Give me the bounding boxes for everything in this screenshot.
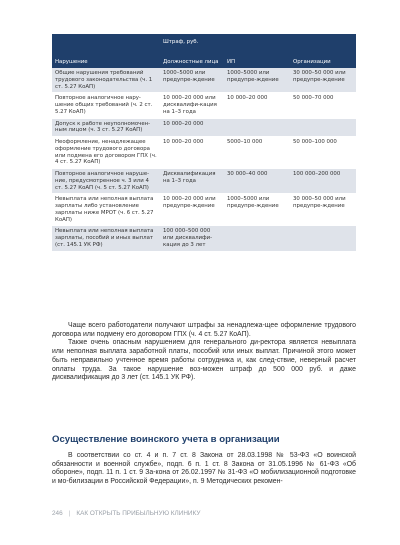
footer-separator: | (68, 510, 71, 517)
cell-officials: Дисквалификация на 1–3 года (160, 169, 224, 194)
cell-ip: 10 000–20 000 (224, 93, 290, 118)
cell-officials: 10 000–20 000 (160, 118, 224, 137)
table-row (52, 93, 356, 118)
cell-ip: 1000–5000 или предупре-ждение (224, 68, 290, 93)
cell-orgs: 100 000–200 000 (290, 169, 356, 194)
table-header-row (52, 50, 356, 68)
header-empty-cell (52, 34, 160, 50)
paragraph: Также очень опасным нарушением для генерального ди-ректора является невыплата или неполная выплата заработной платы, пособий или иных выплат. Причиной этого может быть неправильно учтенное время работы сотрудника и, как след-ствие, неверный расчет оплаты труда. За такое нарушение воз-можен штраф до 500 000 руб. и даже дисквалификация до 3 лет (ст. 145.1 УК РФ). (52, 339, 356, 382)
section-body (52, 452, 356, 487)
paragraph: Чаще всего работодатели получают штрафы за ненадлежа-щее оформление трудового договора или подмену его договором ГПХ (ч. 4 ст. 5.27 КоАП). (52, 322, 356, 338)
header-officials: Должностные лица (160, 50, 224, 68)
cell-ip (224, 118, 290, 137)
table-row (52, 118, 356, 137)
cell-violation: Неоформление, ненадлежащее оформление трудового договора или подмена его договором ГПХ (ч. 4 ст. 5.27 КоАП) (52, 137, 160, 169)
header-orgs: Организации (290, 50, 356, 68)
cell-officials: 10 000–20 000 (160, 137, 224, 169)
table-row (52, 194, 356, 226)
table-header-row-top (52, 34, 356, 50)
cell-officials: 10 000–20 000 или предупре-ждение (160, 194, 224, 226)
cell-ip: 30 000–40 000 (224, 169, 290, 194)
cell-ip: 1000–5000 или предупре-ждение (224, 194, 290, 226)
cell-ip (224, 226, 290, 251)
cell-ip: 5000–10 000 (224, 137, 290, 169)
cell-orgs: 50 000–100 000 (290, 137, 356, 169)
paragraph: В соответствии со ст. 4 и п. 7 ст. 8 Закона от 28.03.1998 № 53-ФЗ «О воинской обязанности и военной службе», подп. 6 п. 1 ст. 8 Закона от 31.05.1996 № 61-ФЗ «Об обороне», подп. 11 п. 1 ст. 9 За-кона от 26.02.1997 № 31-ФЗ «О мобилизационной подготовке и мо-билизации в Российской Федерации», п. 9 Методических рекомен- (52, 452, 356, 486)
cell-orgs: 30 000–50 000 или предупре-ждение (290, 68, 356, 93)
cell-orgs: 30 000–50 000 или предупре-ждение (290, 194, 356, 226)
table-row (52, 169, 356, 194)
cell-officials: 10 000–20 000 или дисквалифи-кация на 1–3 года (160, 93, 224, 118)
table-row (52, 226, 356, 251)
page-footer (52, 510, 356, 517)
table-row (52, 137, 356, 169)
cell-violation: Общие нарушения требований трудового законодательства (ч. 1 ст. 5.27 КоАП) (52, 68, 160, 93)
cell-violation: Повторное аналогичное нару-шение общих требований (ч. 2 ст. 5.27 КоАП) (52, 93, 160, 118)
section-heading: Осуществление воинского учета в организации (52, 434, 280, 445)
header-violation: Нарушение (52, 50, 160, 68)
book-title: КАК ОТКРЫТЬ ПРИБЫЛЬНУЮ КЛИНИКУ (76, 510, 201, 517)
cell-violation: Невыплата или неполная выплата зарплаты, пособий и иных выплат (ст. 145.1 УК РФ) (52, 226, 160, 251)
cell-officials: 1000–5000 или предупре-ждение (160, 68, 224, 93)
cell-orgs (290, 118, 356, 137)
header-ip: ИП (224, 50, 290, 68)
cell-orgs: 50 000–70 000 (290, 93, 356, 118)
cell-violation: Допуск к работе неуполномочен-ным лицом (ч. 3 ст. 5.27 КоАП) (52, 118, 160, 137)
cell-violation: Невыплата или неполная выплата зарплаты либо установление зарплаты ниже МРОТ (ч. 6 ст. 5.27 КоАП) (52, 194, 160, 226)
page-number: 246 (52, 510, 63, 517)
cell-orgs (290, 226, 356, 251)
header-fine-label: Штраф, руб. (160, 34, 356, 50)
table-row (52, 68, 356, 93)
fines-table (52, 34, 356, 252)
cell-violation: Повторное аналогичное наруше-ние, предусмотренное ч. 3 или 4 ст. 5.27 КоАП (ч. 5 ст. 5.27 КоАП) (52, 169, 160, 194)
cell-officials: 100 000–500 000 или дисквалифи-кация до 3 лет (160, 226, 224, 251)
body-paragraphs (52, 322, 356, 383)
